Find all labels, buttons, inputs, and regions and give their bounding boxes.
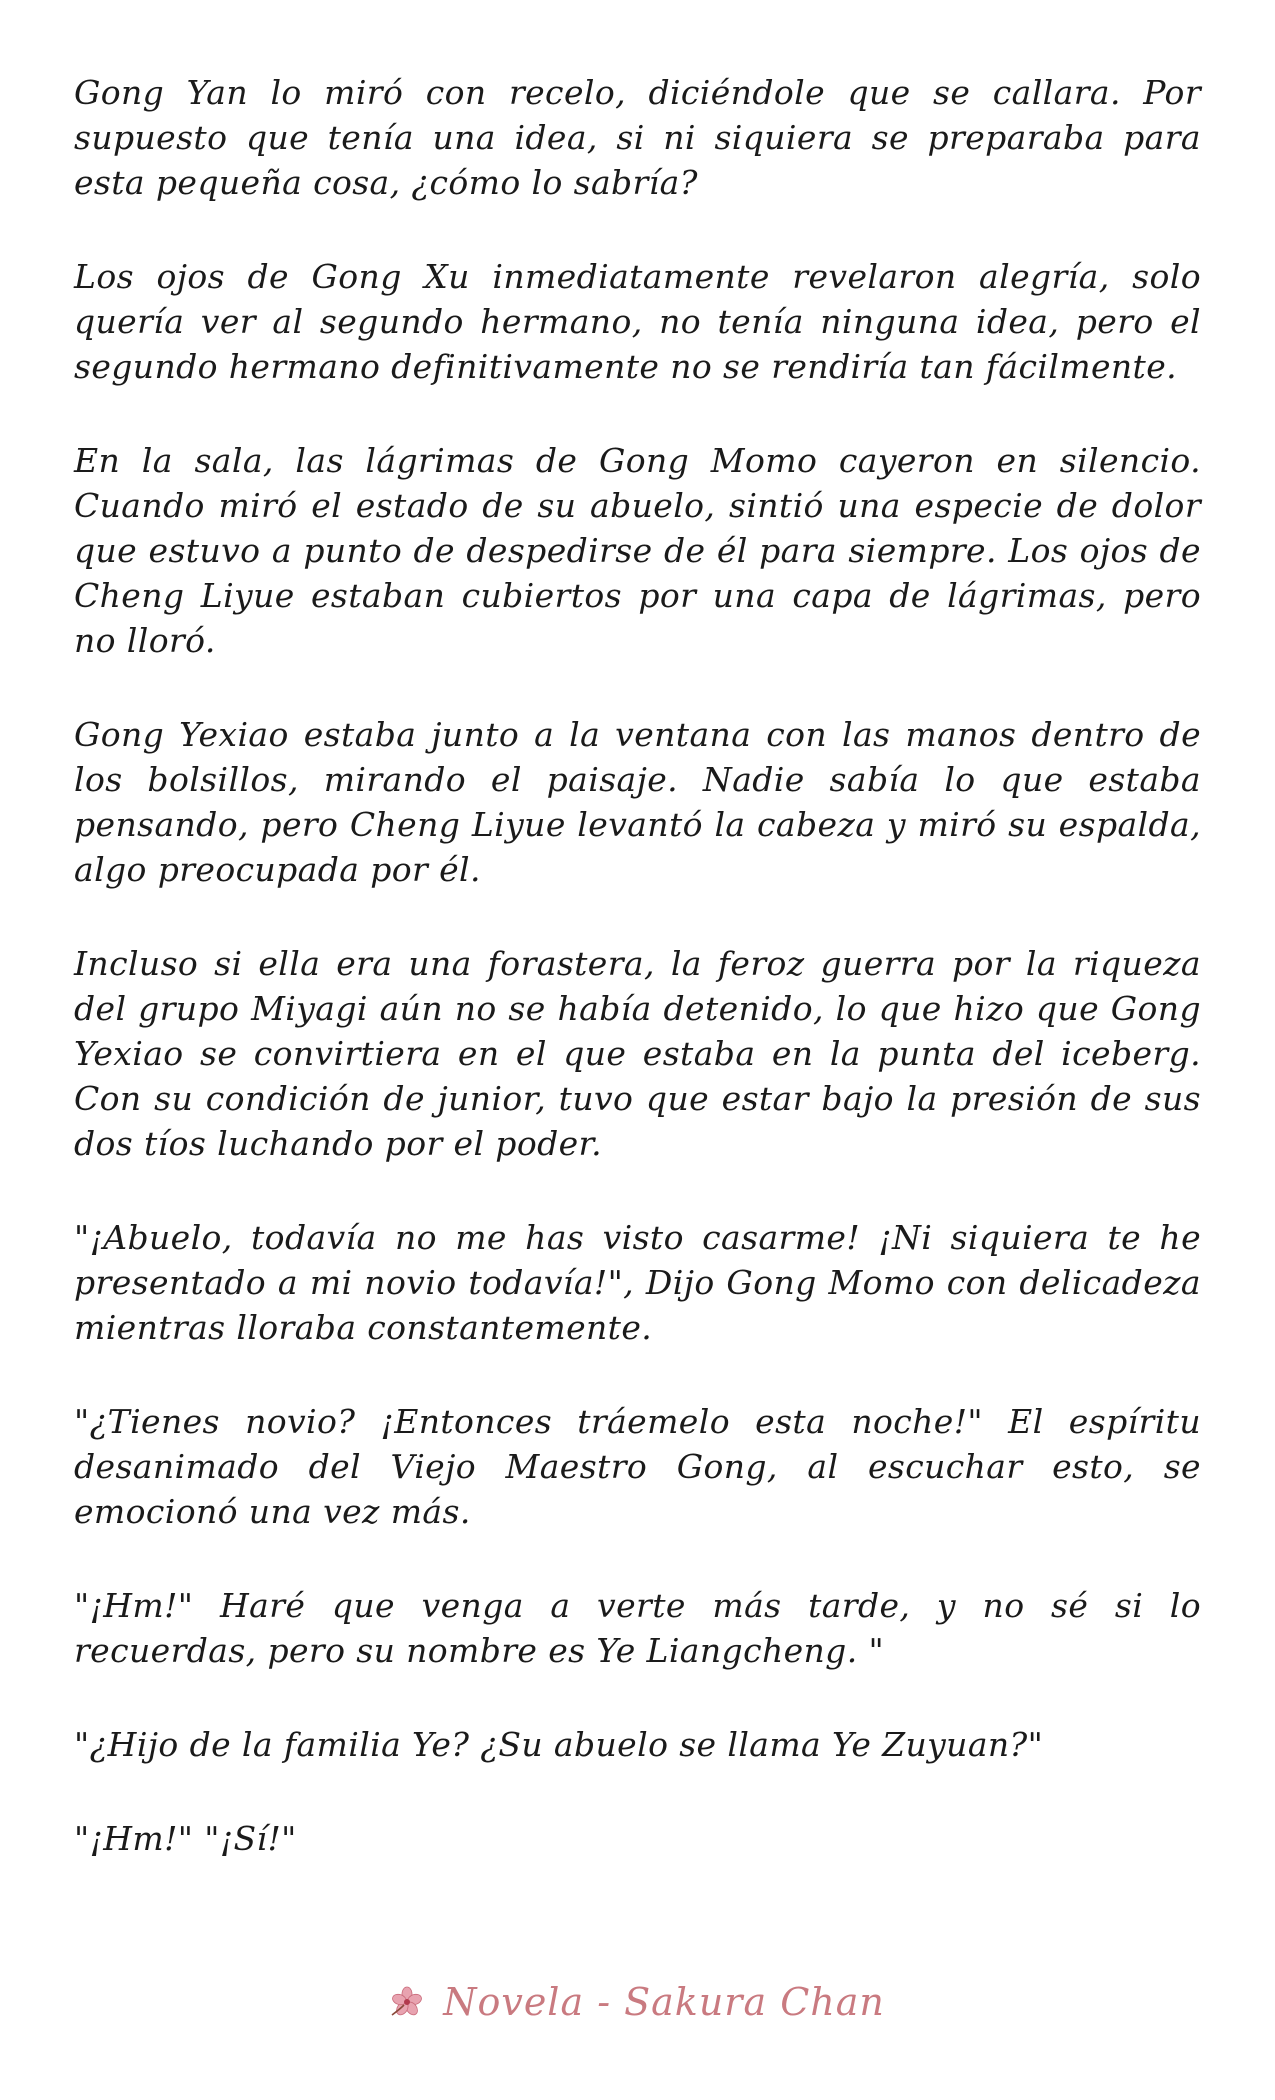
- paragraph: Los ojos de Gong Xu inmediatamente revelaron alegría, solo quería ver al segundo hermano, no tenía ninguna idea, pero el segundo hermano definitivamente no se rendiría tan fácilmente.: [74, 257, 1201, 386]
- paragraph: "¿Tienes novio? ¡Entonces tráemelo esta noche!" El espíritu desanimado del Viejo Maestro Gong, al escuchar esto, se emocionó una vez más.: [74, 1402, 1201, 1531]
- paragraph: "¡Hm!" Haré que venga a verte más tarde, y no sé si lo recuerdas, pero su nombre es Ye Liangcheng. ": [74, 1586, 1201, 1670]
- paragraph: Gong Yexiao estaba junto a la ventana con las manos dentro de los bolsillos, mirando el paisaje. Nadie sabía lo que estaba pensando, pero Cheng Liyue levantó la cabeza y miró su espalda, algo preocupada por él.: [74, 715, 1201, 889]
- watermark-footer: [0, 1980, 1275, 2024]
- sakura-flower-icon: [390, 1984, 424, 2018]
- document-body: [74, 70, 1201, 1910]
- paragraph: "¡Hm!" "¡Sí!": [74, 1819, 297, 1858]
- paragraph: "¿Hijo de la familia Ye? ¿Su abuelo se llama Ye Zuyuan?": [74, 1725, 1044, 1764]
- paragraph: En la sala, las lágrimas de Gong Momo cayeron en silencio. Cuando miró el estado de su abuelo, sintió una especie de dolor que estuvo a punto de despedirse de él para siempre. Los ojos de Cheng Liyue estaban cubiertos por una capa de lágrimas, pero no lloró.: [74, 441, 1201, 660]
- paragraph: "¡Abuelo, todavía no me has visto casarme! ¡Ni siquiera te he presentado a mi novio todavía!", Dijo Gong Momo con delicadeza mientras lloraba constantemente.: [74, 1218, 1201, 1347]
- paragraph: Gong Yan lo miró con recelo, diciéndole que se callara. Por supuesto que tenía una idea, si ni siquiera se preparaba para esta pequeña cosa, ¿cómo lo sabría?: [74, 73, 1201, 202]
- watermark-text: Novela - Sakura Chan: [443, 1980, 885, 2024]
- paragraph: Incluso si ella era una forastera, la feroz guerra por la riqueza del grupo Miyagi aún no se había detenido, lo que hizo que Gong Yexiao se convirtiera en el que estaba en la punta del iceberg. Con su condición de junior, tuvo que estar bajo la presión de sus dos tíos luchando por el poder.: [74, 944, 1201, 1163]
